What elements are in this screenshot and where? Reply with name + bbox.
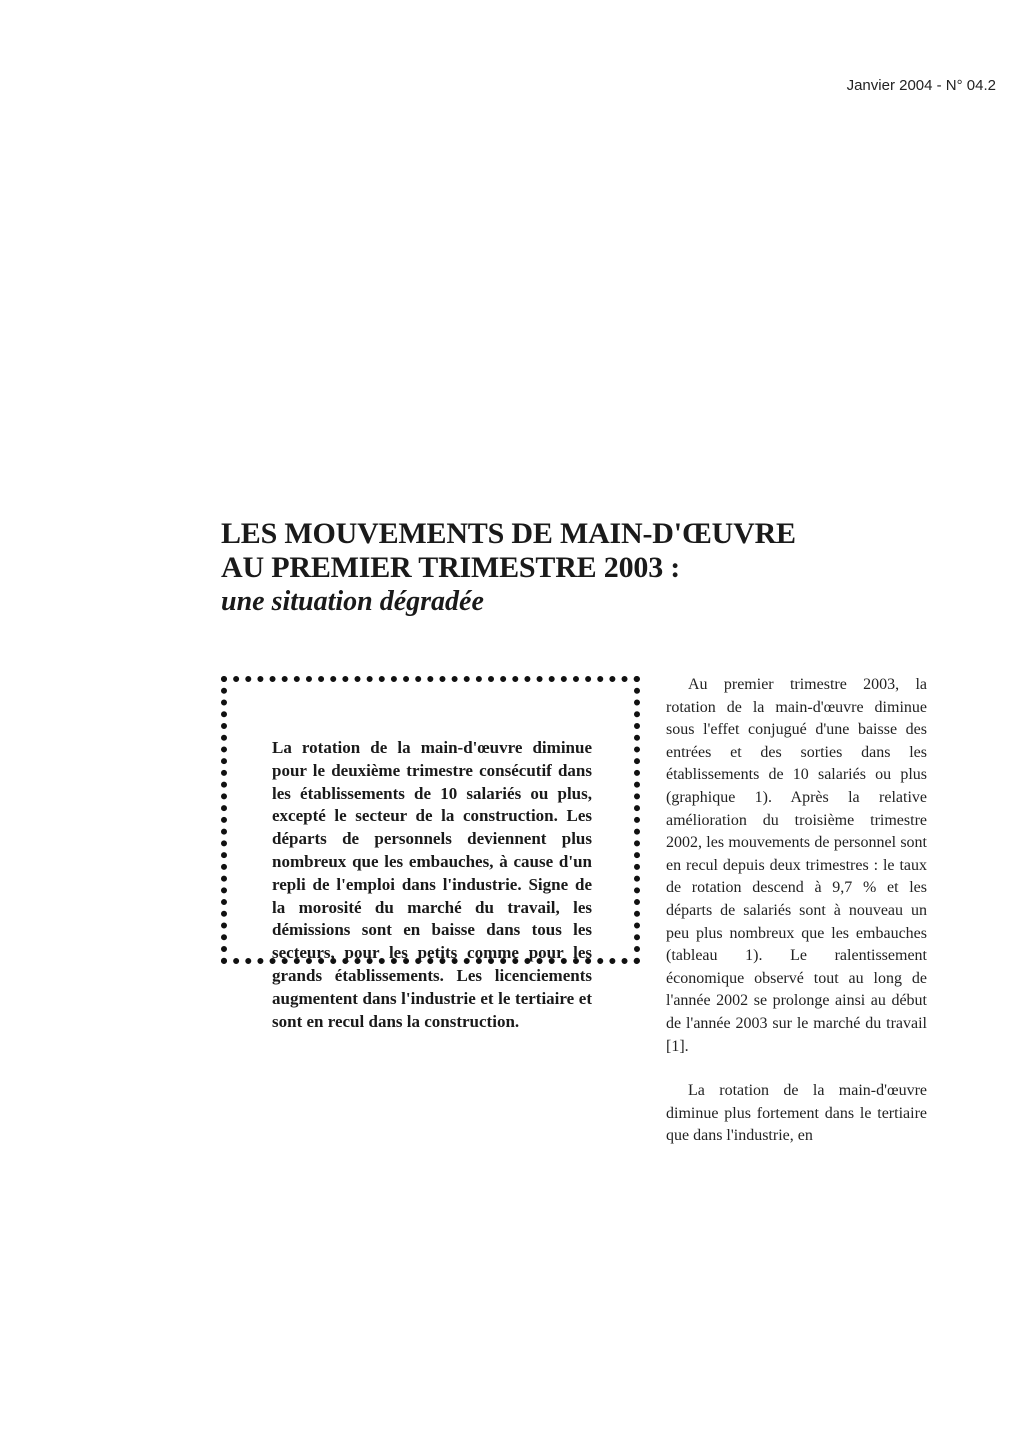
title-line-2: AU PREMIER TRIMESTRE 2003 : — [221, 551, 681, 584]
article-subtitle: une situation dégradée — [221, 586, 484, 617]
issue-number: Janvier 2004 - N° 04.2 — [846, 77, 996, 94]
article-title — [221, 517, 941, 619]
body-paragraph-2: La rotation de la main-d'œuvre diminue plus fortement dans le tertiaire que dans l'industrie, en — [666, 1082, 927, 1145]
body-paragraph-1: Au premier trimestre 2003, la rotation de la main-d'œuvre diminue sous l'effet conjugué d'une baisse des entrées et des sorties dans les établissements de 10 salariés ou plus (graphique 1). Après la relative amélioration du troisième trimestre 2002, les mouvements de personnel sont en recul depuis deux trimestres : le taux de rotation descend à 9,7 % et les départs de salariés sont à nouveau un peu plus nombreux que les embauches (tableau 1). Le ralentissement économique observé tout au long de l'année 2002 se prolonge ainsi au début de l'année 2003 sur le marché du travail [1]. — [666, 676, 927, 1055]
summary-box — [221, 676, 640, 1031]
summary-text: La rotation de la main-d'œuvre diminue pour le deuxième trimestre consécutif dans les établissements de 10 salariés ou plus, excepté le secteur de la construction. Les départs de personnels deviennent plus nombreux que les embauches, à cause d'un repli de l'emploi dans l'industrie. Signe de la morosité du marché du travail, les démissions sont en baisse dans tous les secteurs, pour les petits comme pour les grands établissements. Les licenciements augmentent dans l'industrie et le tertiaire et sont en recul dans la construction. — [272, 738, 592, 1031]
body-column — [666, 674, 927, 1148]
title-line-1: LES MOUVEMENTS DE MAIN-D'ŒUVRE — [221, 517, 796, 550]
